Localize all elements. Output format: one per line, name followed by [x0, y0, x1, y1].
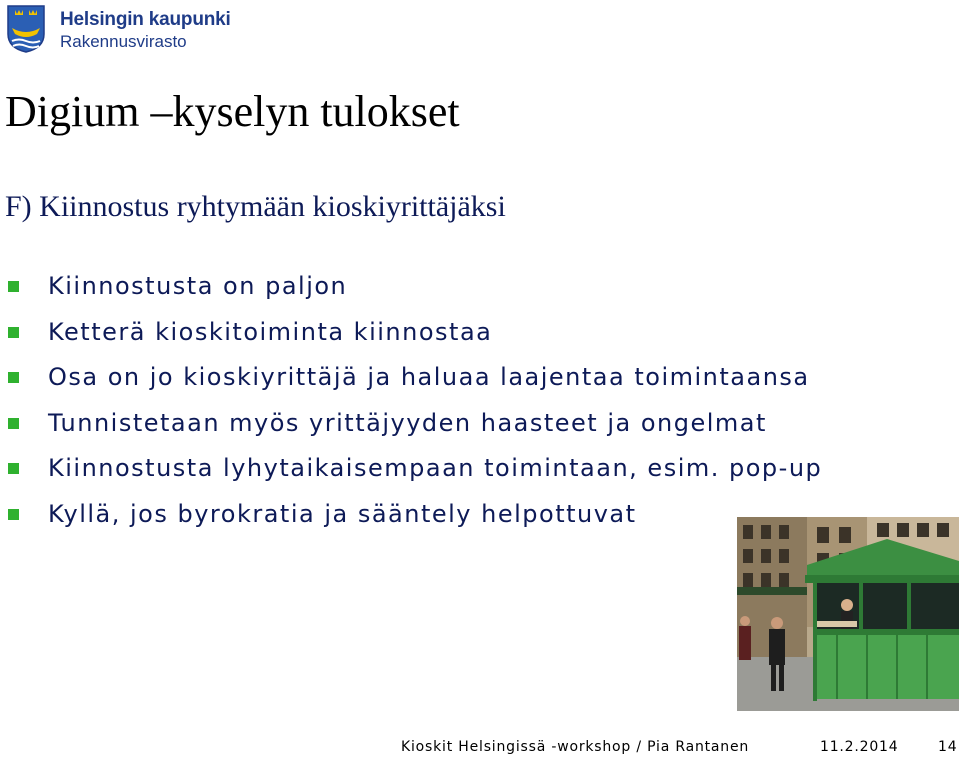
square-bullet-icon [8, 281, 19, 292]
bullet-text: Osa on jo kioskiyrittäjä ja haluaa laajentaa toimintaansa [48, 363, 810, 391]
bullet-item [8, 405, 822, 451]
footer-date: 11.2.2014 [820, 739, 899, 755]
bullet-text: Kiinnostusta lyhytaikaisempaan toimintaan, esim. pop-up [48, 454, 823, 482]
bullet-text: Ketterä kioskitoiminta kiinnostaa [48, 317, 493, 346]
slide-title: Digium –kyselyn tulokset [5, 87, 460, 136]
bullet-text: Tunnistetaan myös yrittäjyyden haasteet ja ongelmat [48, 408, 767, 437]
slide-subtitle: F) Kiinnostus ryhtymään kioskiyrittäjäksi [5, 190, 506, 223]
bullet-text: Kiinnostusta on paljon [48, 272, 348, 300]
org-name: Helsingin kaupunki [60, 9, 231, 30]
bullet-item [8, 496, 822, 542]
footer-page-number: 14 [938, 739, 958, 755]
bullet-item [8, 450, 822, 496]
dept-name: Rakennusvirasto [60, 32, 187, 51]
square-bullet-icon [8, 509, 19, 520]
bullet-item [8, 359, 822, 405]
square-bullet-icon [8, 327, 19, 338]
kiosk-photo [737, 517, 959, 711]
footer-presentation-info: Kioskit Helsingissä -workshop / Pia Rantanen [401, 739, 750, 755]
city-logo [6, 4, 231, 54]
bullet-text: Kyllä, jos byrokratia ja sääntely helpottuvat [48, 499, 637, 528]
bullet-list [8, 268, 822, 541]
helsinki-crest-icon [6, 4, 46, 54]
bullet-item [8, 314, 822, 360]
square-bullet-icon [8, 372, 19, 383]
bullet-item [8, 268, 822, 314]
square-bullet-icon [8, 463, 19, 474]
square-bullet-icon [8, 418, 19, 429]
